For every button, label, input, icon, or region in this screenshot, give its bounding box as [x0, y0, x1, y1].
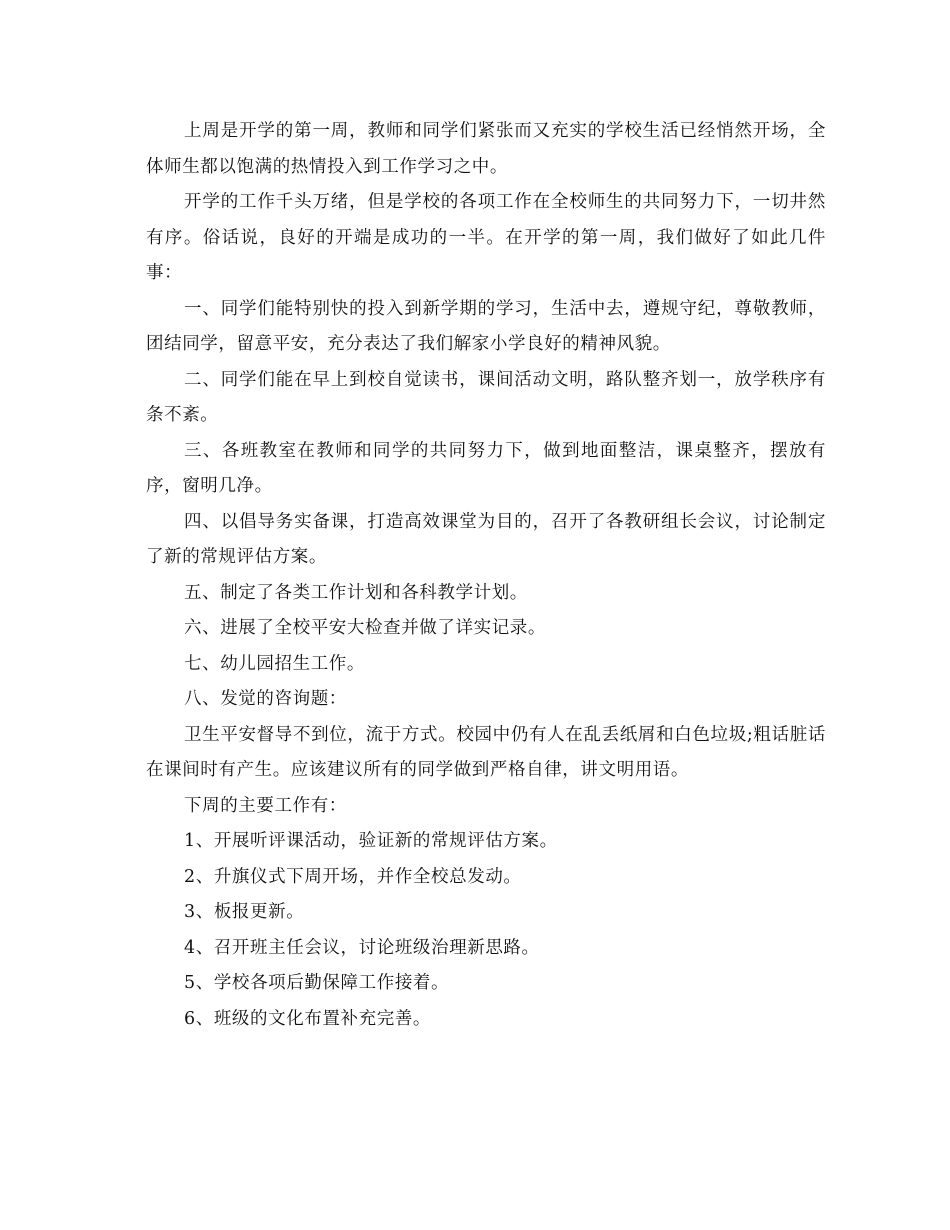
paragraph: 六、进展了全校平安大检查并做了详实记录。 [184, 618, 546, 638]
document-body [146, 114, 826, 1037]
list-item: 6、班级的文化布置补充完善。 [184, 1008, 432, 1029]
list-item: 4、召开班主任会议，讨论班级治理新思路。 [184, 937, 540, 958]
paragraph: 二、同学们能在早上到校自觉读书，课间活动文明，路队整齐划一，放学秩序有条不紊。 [146, 369, 826, 425]
list-item: 5、学校各项后勤保障工作接着。 [184, 973, 450, 993]
paragraph: 卫生平安督导不到位，流于方式。校园中仍有人在乱丢纸屑和白色垃圾;粗话脏话在课间时有产生。应该建议所有的同学做到严格自律，讲文明用语。 [146, 724, 826, 780]
list-item: 2、升旗仪式下周开场，并作全校总发动。 [184, 866, 522, 887]
paragraph: 四、以倡导务实备课，打造高效课堂为目的，召开了各教研组长会议，讨论制定了新的常规评估方案。 [146, 511, 826, 567]
paragraph: 开学的工作千头万绪，但是学校的各项工作在全校师生的共同努力下，一切井然有序。俗话说，良好的开端是成功的一半。在开学的第一周，我们做好了如此几件事： [146, 192, 826, 283]
paragraph: 五、制定了各类工作计划和各科教学计划。 [184, 582, 528, 603]
paragraph: 七、幼儿园招生工作。 [184, 653, 365, 674]
list-item: 3、板报更新。 [184, 902, 305, 922]
list-item: 1、开展听评课活动，验证新的常规评估方案。 [184, 831, 558, 851]
paragraph: 上周是开学的第一周，教师和同学们紧张而又充实的学校生活已经悄然开场，全体师生都以饱满的热情投入到工作学习之中。 [146, 121, 826, 177]
paragraph: 三、各班教室在教师和同学的共同努力下，做到地面整洁，课桌整齐，摆放有序，窗明几净。 [146, 440, 826, 496]
paragraph: 八、发觉的咨询题： [184, 689, 347, 709]
paragraph: 一、同学们能特别快的投入到新学期的学习，生活中去，遵规守纪，尊敬教师，团结同学，留意平安，充分表达了我们解家小学良好的精神风貌。 [146, 298, 826, 354]
paragraph: 下周的主要工作有： [184, 795, 347, 816]
